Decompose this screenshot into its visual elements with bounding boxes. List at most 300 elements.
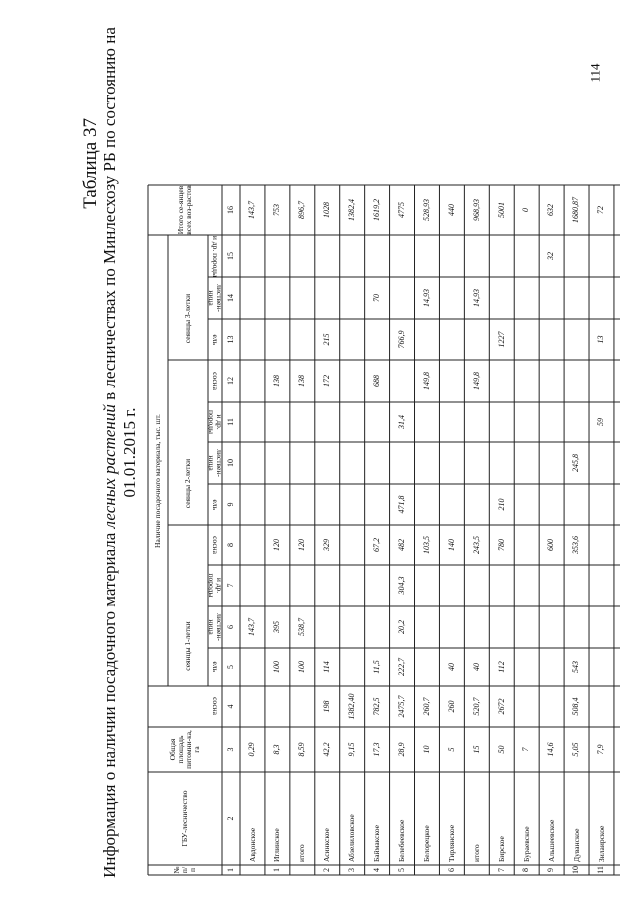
table-cell-text: 40 xyxy=(446,663,456,671)
table-cell-text: 172 xyxy=(322,375,332,387)
table-cell xyxy=(415,727,440,772)
header-area xyxy=(148,727,222,772)
row-number xyxy=(415,865,440,875)
row-number xyxy=(514,865,539,875)
table-cell-text: 543 xyxy=(571,661,581,673)
row-forestry-name xyxy=(564,772,589,865)
table-cell xyxy=(265,727,290,772)
table-cell xyxy=(365,185,390,235)
table-cell xyxy=(315,484,340,525)
row-forestry-name-text: Авдонское xyxy=(247,827,257,862)
table-cell-text: 20,2 xyxy=(396,620,406,634)
table-cell-text: 222,7 xyxy=(396,658,406,676)
table-cell xyxy=(589,277,614,319)
table-cell xyxy=(564,727,589,772)
table-cell xyxy=(514,606,539,648)
table-cell xyxy=(564,525,589,565)
column-index xyxy=(222,686,240,727)
table-cell-text: 0,29 xyxy=(247,742,257,757)
header-no-text: № п/п xyxy=(172,866,197,874)
header-species xyxy=(208,360,222,402)
row-forestry-name xyxy=(315,772,340,865)
header-species xyxy=(208,484,222,525)
table-cell xyxy=(265,484,290,525)
table-cell xyxy=(290,727,315,772)
table-cell xyxy=(489,277,514,319)
table-cell xyxy=(265,442,290,484)
header-seedlings-1yr xyxy=(168,565,208,727)
table-cell xyxy=(315,525,340,565)
table-cell-text: 112 xyxy=(496,661,506,673)
table-cell-text: 528,93 xyxy=(421,199,431,221)
table-cell xyxy=(489,360,514,402)
header-area-text: Общая площадь питомни-ка, га xyxy=(168,730,201,769)
table-cell-text: 5,05 xyxy=(571,742,581,757)
table-cell-text: 482 xyxy=(396,539,406,551)
table-cell-text: 67,2 xyxy=(371,538,381,552)
header-species-text: листвен-ница xyxy=(207,284,224,312)
column-index xyxy=(222,442,240,484)
table-cell xyxy=(539,442,564,484)
table-cell xyxy=(589,606,614,648)
table-cell xyxy=(489,565,514,606)
table-cell xyxy=(265,319,290,360)
column-index xyxy=(222,185,240,235)
table-cell-text: 72 xyxy=(596,206,606,214)
column-index xyxy=(222,772,240,865)
table-cell-text: 7,9 xyxy=(596,744,606,755)
header-species-text: ель xyxy=(210,499,220,510)
table-cell xyxy=(439,686,464,727)
table-cell-text: 120 xyxy=(297,539,307,551)
table-cell xyxy=(439,484,464,525)
table-cell xyxy=(240,235,265,277)
table-cell xyxy=(539,648,564,686)
column-index-text: 1 xyxy=(225,868,235,872)
table-cell xyxy=(390,442,415,484)
table-cell xyxy=(415,360,440,402)
table-cell xyxy=(265,235,290,277)
header-species xyxy=(208,277,222,319)
table-cell xyxy=(365,727,390,772)
header-seedlings-1yr-text: сеянцы 1-летки xyxy=(183,621,193,671)
table-cell-text: 198 xyxy=(322,700,332,713)
table-cell xyxy=(265,525,290,565)
row-number xyxy=(489,865,514,875)
table-cell xyxy=(315,648,340,686)
table-cell xyxy=(365,277,390,319)
column-index-text: 12 xyxy=(225,377,235,385)
header-species xyxy=(208,565,222,606)
header-seedlings-3yr xyxy=(168,235,208,402)
table-cell-text: 1680,87 xyxy=(571,197,581,223)
table-cell xyxy=(539,484,564,525)
table-cell xyxy=(464,727,489,772)
table-cell xyxy=(340,442,365,484)
table-cell xyxy=(539,402,564,442)
table-cell xyxy=(539,525,564,565)
table-cell xyxy=(240,686,265,727)
table-cell xyxy=(240,565,265,606)
table-cell-text: 138 xyxy=(272,375,282,387)
table-cell-text: 243,5 xyxy=(471,536,481,554)
header-species xyxy=(208,525,222,565)
column-index-text: 14 xyxy=(225,294,235,302)
table-cell-text: 520,7 xyxy=(471,697,481,716)
table-cell xyxy=(390,484,415,525)
row-forestry-name-text: Асинкское xyxy=(322,828,332,862)
row-number-text: 5 xyxy=(396,868,406,872)
row-number-text: 3 xyxy=(346,868,356,872)
table-cell xyxy=(340,686,365,727)
row-forestry-name-text: итого xyxy=(471,844,481,862)
table-cell xyxy=(265,185,290,235)
table-cell xyxy=(589,319,614,360)
table-cell xyxy=(390,686,415,727)
table-cell xyxy=(514,565,539,606)
table-cell-text: 17,3 xyxy=(371,742,381,757)
table-cell xyxy=(240,402,265,442)
header-seedlings-2yr-text: сеянцы 2-летки xyxy=(183,458,193,509)
table-cell-text: 50 xyxy=(496,745,506,754)
table-cell xyxy=(514,442,539,484)
table-cell-text: 1227 xyxy=(496,331,506,348)
table-cell xyxy=(439,402,464,442)
table-cell xyxy=(415,402,440,442)
table-cell xyxy=(415,442,440,484)
row-forestry-name-text: Зилаирское xyxy=(596,825,606,862)
header-species-text: листвен-ница xyxy=(207,613,224,641)
table-cell xyxy=(539,277,564,319)
table-cell xyxy=(464,648,489,686)
table-cell-text: 138 xyxy=(297,375,307,387)
table-cell-text: 31,4 xyxy=(396,415,406,429)
column-index-text: 15 xyxy=(225,252,235,260)
header-total-text: Итого се-янцев всех воз-растов xyxy=(176,185,193,235)
column-index xyxy=(222,606,240,648)
row-forestry-name-text: Бирское xyxy=(496,836,506,862)
table-cell xyxy=(315,686,340,727)
table-cell xyxy=(464,235,489,277)
table-cell xyxy=(415,484,440,525)
table-cell xyxy=(365,319,390,360)
table-cell xyxy=(539,319,564,360)
table-cell-text: 1619,2 xyxy=(371,199,381,221)
table-cell xyxy=(514,185,539,235)
table-cell xyxy=(240,277,265,319)
column-index-text: 6 xyxy=(225,625,235,629)
table-cell xyxy=(439,606,464,648)
header-species xyxy=(208,319,222,360)
table-cell-text: 753 xyxy=(272,204,282,216)
table-cell-text: 329 xyxy=(322,539,332,551)
column-index-text: 13 xyxy=(225,335,235,344)
row-forestry-name-text: Тирлянское xyxy=(446,824,456,862)
table-cell xyxy=(415,565,440,606)
row-forestry-name xyxy=(390,772,415,865)
column-index xyxy=(222,525,240,565)
table-cell xyxy=(564,606,589,648)
table-cell xyxy=(514,484,539,525)
table-cell xyxy=(564,319,589,360)
header-species xyxy=(208,442,222,484)
table-cell xyxy=(240,442,265,484)
table-cell xyxy=(265,606,290,648)
table-cell xyxy=(340,360,365,402)
table-cell xyxy=(564,565,589,606)
row-forestry-name xyxy=(340,772,365,865)
table-cell xyxy=(564,648,589,686)
table-cell xyxy=(240,185,265,235)
row-number xyxy=(315,865,340,875)
row-forestry-name xyxy=(439,772,464,865)
table-cell-text: 32 xyxy=(546,252,556,260)
table-cell-text: 688 xyxy=(371,375,381,387)
column-index xyxy=(222,360,240,402)
table-cell xyxy=(489,606,514,648)
table-cell xyxy=(290,185,315,235)
table-cell xyxy=(315,360,340,402)
table-cell xyxy=(564,185,589,235)
table-cell xyxy=(489,525,514,565)
table-cell xyxy=(589,442,614,484)
table-cell xyxy=(439,525,464,565)
row-forestry-name xyxy=(539,772,564,865)
table-cell xyxy=(340,565,365,606)
table-cell xyxy=(464,402,489,442)
table-cell xyxy=(514,235,539,277)
table-cell-text: 28,9 xyxy=(396,742,406,757)
table-cell xyxy=(539,727,564,772)
table-cell xyxy=(439,185,464,235)
row-forestry-name-text: Иглинское xyxy=(272,828,282,862)
table-cell-text: 100 xyxy=(272,661,282,673)
row-forestry-name xyxy=(514,772,539,865)
row-number-text: 4 xyxy=(371,868,381,872)
table-cell xyxy=(415,606,440,648)
table-cell-text: 780 xyxy=(496,539,506,551)
table-cell-text: 395 xyxy=(272,621,282,633)
column-index-text: 2 xyxy=(225,816,235,821)
table-cell xyxy=(464,565,489,606)
table-cell xyxy=(240,484,265,525)
table-cell-text: 103,5 xyxy=(421,536,431,554)
row-number xyxy=(464,865,489,875)
header-species xyxy=(208,235,222,277)
table-cell xyxy=(464,442,489,484)
table-cell xyxy=(390,565,415,606)
table-cell-text: 4775 xyxy=(396,202,406,218)
table-cell xyxy=(539,565,564,606)
table-cell xyxy=(415,185,440,235)
table-cell-text: 15 xyxy=(471,745,481,754)
table-cell xyxy=(589,565,614,606)
table-cell xyxy=(365,235,390,277)
table-cell xyxy=(365,565,390,606)
column-index xyxy=(222,319,240,360)
table-cell xyxy=(439,565,464,606)
table-cell xyxy=(439,235,464,277)
table-cell xyxy=(315,606,340,648)
table-cell-text: 304,3 xyxy=(396,576,406,595)
table-cell-text: 5 xyxy=(446,747,456,752)
header-species-text: и др. породы xyxy=(207,573,224,598)
table-cell xyxy=(489,727,514,772)
table-cell-text: 11,5 xyxy=(371,660,381,674)
table-cell-text: 1028 xyxy=(322,202,332,218)
table-cell-text: 9,15 xyxy=(346,742,356,757)
table-cell-text: 245,8 xyxy=(571,454,581,472)
header-no xyxy=(148,865,222,875)
row-forestry-name xyxy=(489,772,514,865)
table-cell xyxy=(415,686,440,727)
table-cell xyxy=(514,648,539,686)
table-cell xyxy=(315,727,340,772)
table-cell xyxy=(514,525,539,565)
table-cell xyxy=(390,319,415,360)
table-cell xyxy=(464,277,489,319)
table-cell-text: 896,7 xyxy=(297,201,307,219)
table-cell xyxy=(439,277,464,319)
table-cell xyxy=(514,277,539,319)
column-index-text: 9 xyxy=(225,502,235,507)
table-cell-text: 7 xyxy=(521,747,531,752)
header-name xyxy=(148,772,222,865)
table-cell xyxy=(464,606,489,648)
table-cell xyxy=(564,402,589,442)
table-cell xyxy=(415,319,440,360)
table-cell xyxy=(365,360,390,402)
table-cell-text: 8,3 xyxy=(272,744,282,755)
table-cell xyxy=(265,360,290,402)
header-total xyxy=(148,185,222,235)
table-cell xyxy=(589,727,614,772)
table-cell xyxy=(564,484,589,525)
table-cell xyxy=(290,565,315,606)
table-cell-text: 8,59 xyxy=(297,742,307,757)
table-cell-text: 5001 xyxy=(496,202,506,218)
table-cell xyxy=(464,185,489,235)
table-cell-text: 766,9 xyxy=(396,330,406,349)
table-cell xyxy=(240,319,265,360)
table-cell xyxy=(315,277,340,319)
table-cell-text: 2475,7 xyxy=(396,695,406,718)
table-cell-text: 149,8 xyxy=(471,372,481,390)
column-index xyxy=(222,235,240,277)
row-number-text: 7 xyxy=(496,868,506,872)
table-cell-text: 143,7 xyxy=(247,201,257,219)
table-cell xyxy=(589,185,614,235)
table-cell xyxy=(439,727,464,772)
table-cell xyxy=(340,185,365,235)
table-cell xyxy=(240,727,265,772)
table-cell xyxy=(589,648,614,686)
table-cell-text: 13 xyxy=(596,335,606,344)
row-number-text: 9 xyxy=(546,868,556,872)
table-cell xyxy=(290,402,315,442)
row-number xyxy=(290,865,315,875)
table-cell-text: 14,93 xyxy=(471,289,481,307)
table-cell-text: 632 xyxy=(546,204,556,216)
row-number-text: 1 xyxy=(272,868,282,872)
row-forestry-name-text: Баймакское xyxy=(372,825,382,862)
table-cell-text: 600 xyxy=(546,539,556,551)
table-cell xyxy=(365,606,390,648)
table-cell xyxy=(290,235,315,277)
table-cell xyxy=(315,319,340,360)
table-cell xyxy=(489,484,514,525)
table-cell xyxy=(365,442,390,484)
table-cell xyxy=(564,277,589,319)
table-number: Таблица 37 xyxy=(80,118,101,209)
header-availability-text: Наличие посадочного материала, тыс. шт. xyxy=(153,414,163,548)
table-cell xyxy=(340,319,365,360)
table-cell xyxy=(489,648,514,686)
table-cell xyxy=(240,648,265,686)
table-cell xyxy=(290,360,315,402)
column-index-text: 7 xyxy=(225,583,235,588)
table-cell-text: 260,7 xyxy=(421,697,431,716)
column-index xyxy=(222,277,240,319)
row-number xyxy=(365,865,390,875)
row-forestry-name xyxy=(589,772,614,865)
header-species-text: и др. породы xyxy=(210,235,220,277)
table-cell xyxy=(564,235,589,277)
table-cell xyxy=(464,525,489,565)
row-forestry-name-text: итого xyxy=(297,844,307,862)
row-number-text: 11 xyxy=(596,866,606,874)
header-species xyxy=(208,686,222,727)
column-index xyxy=(222,402,240,442)
table-cell xyxy=(589,235,614,277)
table-cell xyxy=(415,648,440,686)
table-cell xyxy=(315,442,340,484)
row-forestry-name xyxy=(464,772,489,865)
table-cell xyxy=(439,648,464,686)
table-cell xyxy=(365,686,390,727)
column-index-text: 3 xyxy=(225,747,235,752)
table-cell xyxy=(340,484,365,525)
row-number-text: 8 xyxy=(521,868,531,872)
row-forestry-name-text: Альшеевское xyxy=(546,819,556,862)
header-species-text: сосна xyxy=(210,536,220,554)
column-index xyxy=(222,648,240,686)
table-cell xyxy=(439,319,464,360)
column-index xyxy=(222,727,240,772)
table-cell xyxy=(589,525,614,565)
column-index xyxy=(222,484,240,525)
table-cell xyxy=(240,525,265,565)
table-cell-text: 1382,4 xyxy=(346,199,356,221)
table-cell xyxy=(290,484,315,525)
table-cell xyxy=(290,525,315,565)
table-cell xyxy=(340,277,365,319)
table-cell xyxy=(489,402,514,442)
header-availability xyxy=(148,235,168,727)
table-cell xyxy=(464,686,489,727)
table-cell xyxy=(539,185,564,235)
table-cell-text: 14,6 xyxy=(546,742,556,757)
column-index-text: 10 xyxy=(225,459,235,467)
row-number xyxy=(340,865,365,875)
table-cell xyxy=(589,484,614,525)
row-forestry-name xyxy=(240,772,265,865)
header-species-text: и др. породы xyxy=(207,410,224,434)
table-cell xyxy=(240,360,265,402)
table-cell xyxy=(489,235,514,277)
table-cell xyxy=(464,484,489,525)
table-cell xyxy=(315,185,340,235)
